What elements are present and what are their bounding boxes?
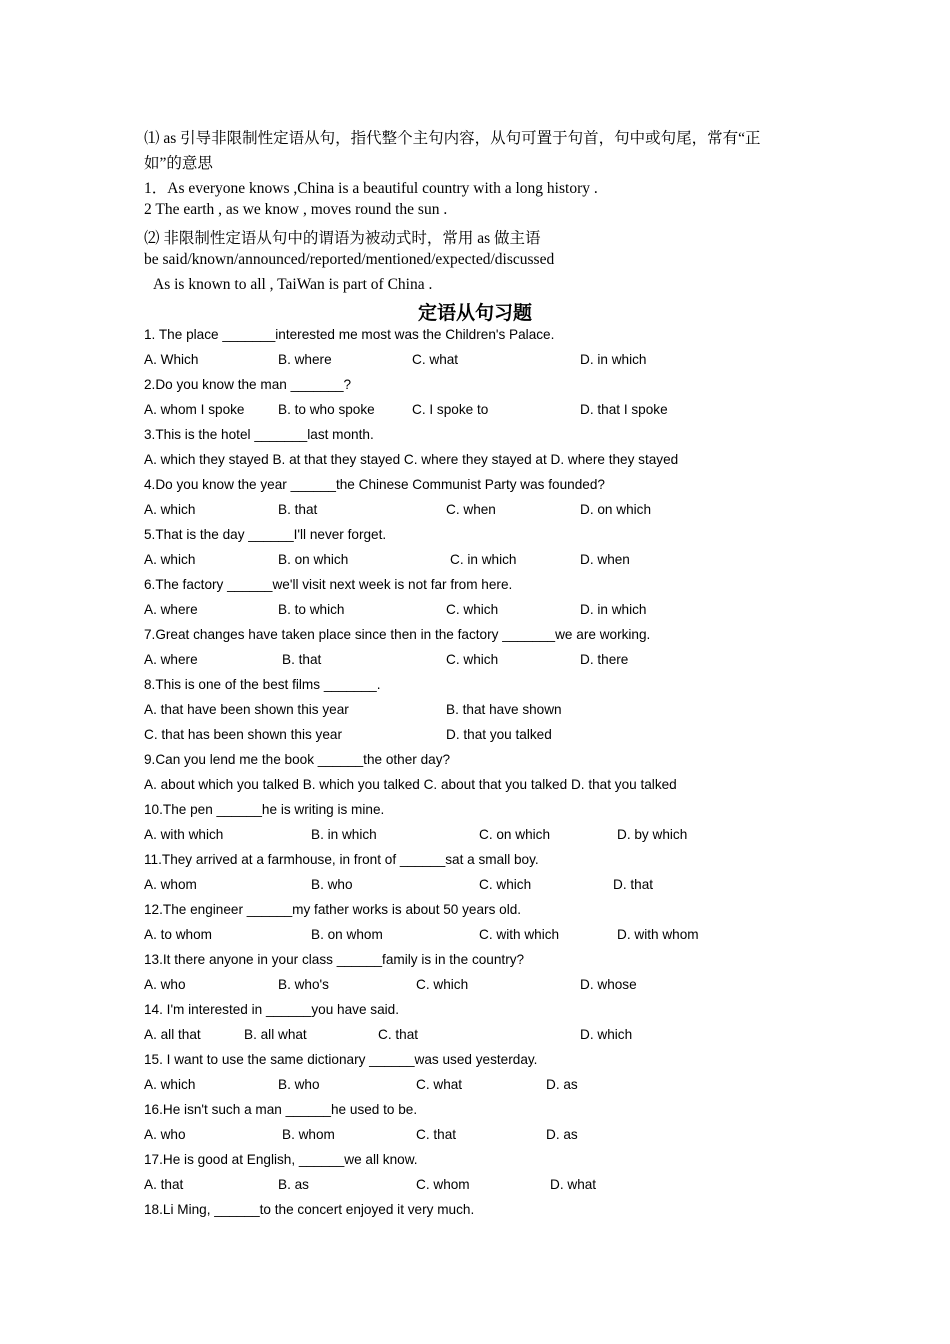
question-text: 17.He is good at English, ______we all know. bbox=[144, 1152, 418, 1167]
option: D. as bbox=[546, 1077, 578, 1092]
option: C. what bbox=[416, 1077, 463, 1092]
option: D. in which bbox=[580, 352, 647, 367]
question-text: 16.He isn't such a man ______he used to be. bbox=[144, 1102, 418, 1117]
option: C. when bbox=[446, 502, 496, 517]
option: B. who's bbox=[278, 977, 329, 992]
option: C. that has been shown this year bbox=[144, 727, 342, 742]
option: A. who bbox=[144, 977, 186, 992]
option: B. on whom bbox=[311, 927, 383, 942]
question-text: 15. I want to use the same dictionary ______was used yesterday. bbox=[144, 1052, 538, 1067]
option: C. that bbox=[378, 1027, 419, 1042]
option: D. there bbox=[580, 652, 629, 667]
option: A. which bbox=[144, 1077, 196, 1092]
option: C. which bbox=[446, 652, 499, 667]
question-text: 18.Li Ming, ______to the concert enjoyed it very much. bbox=[144, 1202, 475, 1217]
option: D. whose bbox=[580, 977, 637, 992]
option: A. to whom bbox=[144, 927, 212, 942]
question-text: 5.That is the day ______I'll never forget. bbox=[144, 527, 387, 542]
option: A. whom I spoke bbox=[144, 402, 245, 417]
option: A. with which bbox=[144, 827, 224, 842]
question-text: 10.The pen ______he is writing is mine. bbox=[144, 802, 385, 817]
option: A. all that bbox=[144, 1027, 201, 1042]
question-text: 1. The place _______interested me most was the Children's Palace. bbox=[144, 327, 555, 342]
option: B. on which bbox=[278, 552, 349, 567]
option: D. by which bbox=[617, 827, 688, 842]
option: D. that I spoke bbox=[580, 402, 668, 417]
option: D. that you talked bbox=[446, 727, 552, 742]
option: A. which they stayed B. at that they stayed C. where they stayed at D. where they stayed bbox=[144, 452, 679, 467]
option: B. all what bbox=[244, 1027, 307, 1042]
question-text: 4.Do you know the year ______the Chinese Communist Party was founded? bbox=[144, 477, 605, 492]
question-text: 3.This is the hotel _______last month. bbox=[144, 427, 374, 442]
option: C. which bbox=[479, 877, 532, 892]
question-text: 2.Do you know the man _______? bbox=[144, 377, 352, 392]
option: C. which bbox=[416, 977, 469, 992]
option: B. as bbox=[278, 1177, 309, 1192]
question-text: 7.Great changes have taken place since then in the factory _______we are working. bbox=[144, 627, 651, 642]
option: C. whom bbox=[416, 1177, 470, 1192]
question-text: 6.The factory ______we'll visit next week is not far from here. bbox=[144, 577, 513, 592]
option: B. who bbox=[311, 877, 353, 892]
question-text: 13.It there anyone in your class ______family is in the country? bbox=[144, 952, 525, 967]
option: A. which bbox=[144, 552, 196, 567]
option: C. which bbox=[446, 602, 499, 617]
option: B. who bbox=[278, 1077, 320, 1092]
option: A. that bbox=[144, 1177, 184, 1192]
option: A. Which bbox=[144, 352, 199, 367]
option: B. where bbox=[278, 352, 332, 367]
option: A. which bbox=[144, 502, 196, 517]
option: B. that bbox=[278, 502, 318, 517]
option: C. what bbox=[412, 352, 459, 367]
option: D. with whom bbox=[617, 927, 699, 942]
question-text: 9.Can you lend me the book ______the other day? bbox=[144, 752, 451, 767]
option: D. what bbox=[550, 1177, 597, 1192]
option: B. that have shown bbox=[446, 702, 562, 717]
intro-line-2: 如”的意思 bbox=[144, 155, 213, 172]
option: C. I spoke to bbox=[412, 402, 489, 417]
option: D. which bbox=[580, 1027, 633, 1042]
option: B. that bbox=[282, 652, 322, 667]
option: D. as bbox=[546, 1127, 578, 1142]
option: D. when bbox=[580, 552, 630, 567]
option: A. who bbox=[144, 1127, 186, 1142]
option: D. on which bbox=[580, 502, 652, 517]
intro-line-1: ⑴ as 引导非限制性定语从句，指代整个主句内容，从句可置于句首，句中或句尾，常有“正 bbox=[144, 130, 761, 147]
question-text: 12.The engineer ______my father works is about 50 years old. bbox=[144, 902, 522, 917]
option: B. to who spoke bbox=[278, 402, 375, 417]
option: B. to which bbox=[278, 602, 345, 617]
intro-example-3: As is known to all , TaiWan is part of China . bbox=[153, 276, 433, 293]
option: B. in which bbox=[311, 827, 377, 842]
option: D. that bbox=[613, 877, 654, 892]
option: A. that have been shown this year bbox=[144, 702, 349, 717]
question-text: 11.They arrived at a farmhouse, in front of ______sat a small boy. bbox=[144, 852, 539, 867]
option: C. with which bbox=[479, 927, 560, 942]
intro-line-3: ⑵ 非限制性定语从句中的谓语为被动式时，常用 as 做主语 bbox=[144, 230, 541, 247]
option: C. on which bbox=[479, 827, 551, 842]
option: A. about which you talked B. which you talked C. about that you talked D. that you talked bbox=[144, 777, 677, 792]
option: A. whom bbox=[144, 877, 197, 892]
exercise-title: 定语从句习题 bbox=[417, 302, 532, 324]
question-text: 14. I'm interested in ______you have said. bbox=[144, 1002, 400, 1017]
intro-example-2: 2 The earth , as we know , moves round the sun . bbox=[144, 201, 448, 218]
option: D. in which bbox=[580, 602, 647, 617]
option: C. in which bbox=[450, 552, 517, 567]
option: A. where bbox=[144, 602, 198, 617]
option: A. where bbox=[144, 652, 198, 667]
option: B. whom bbox=[282, 1127, 335, 1142]
option: C. that bbox=[416, 1127, 457, 1142]
intro-line-4: be said/known/announced/reported/mentioned/expected/discussed bbox=[144, 251, 555, 268]
question-text: 8.This is one of the best films _______. bbox=[144, 677, 381, 692]
intro-example-1: 1．As everyone knows ,China is a beautiful country with a long history . bbox=[144, 180, 598, 197]
